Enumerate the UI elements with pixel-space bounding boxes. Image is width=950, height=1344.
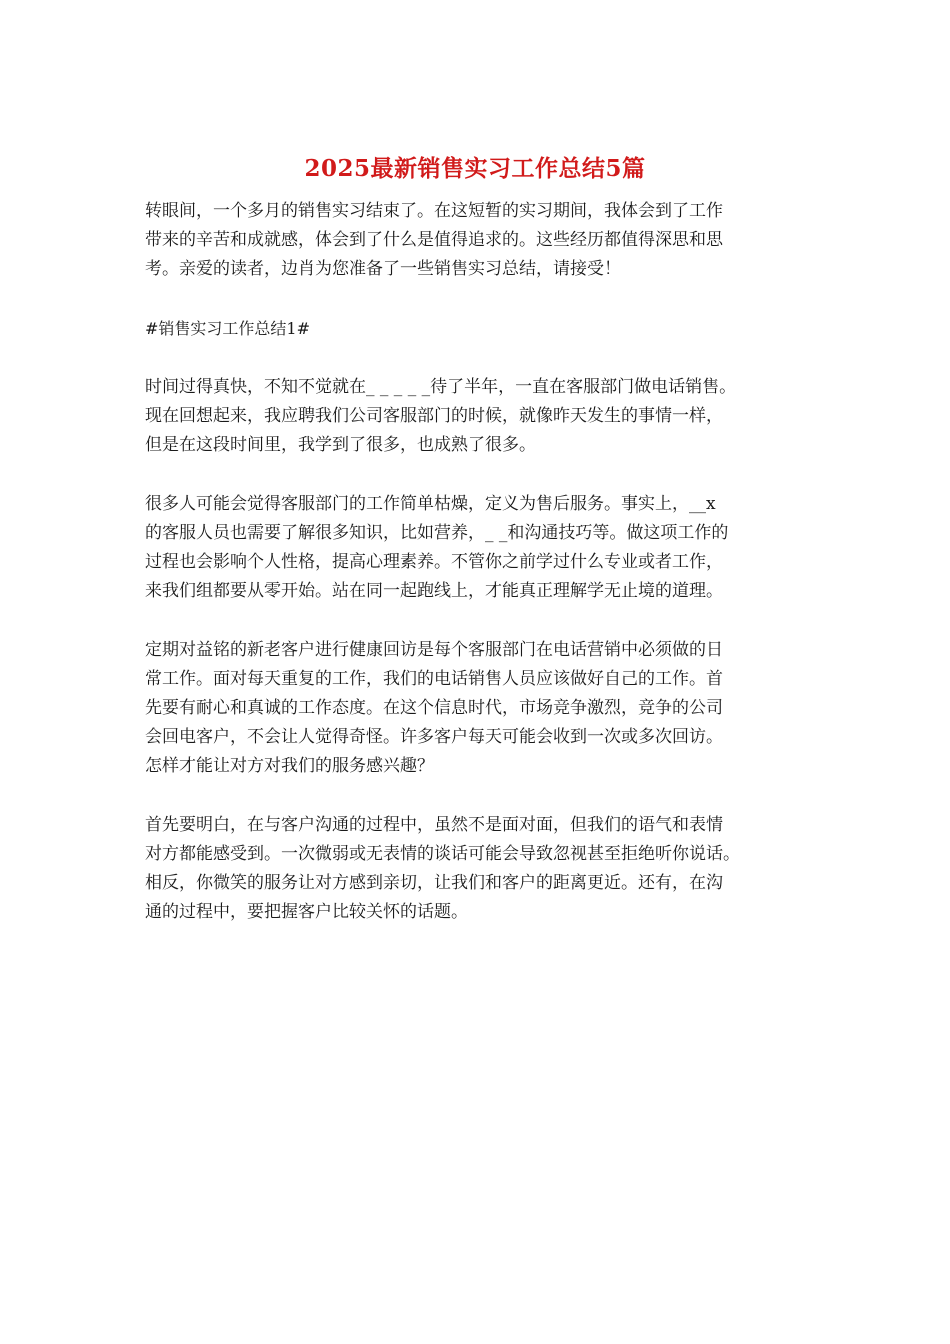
text-line: 对方都能感受到。一次微弱或无表情的谈话可能会导致忽视甚至拒绝听你说话。 xyxy=(145,844,740,864)
text-line: 但是在这段时间里，我学到了很多，也成熟了很多。 xyxy=(145,435,536,455)
text-line: 定期对益铭的新老客户进行健康回访是每个客服部门在电话营销中必须做的日 xyxy=(145,640,723,660)
text-line: 的客服人员也需要了解很多知识，比如营养，_ _和沟通技巧等。做这项工作的 xyxy=(145,523,729,543)
text-line: 现在回想起来，我应聘我们公司客服部门的时候，就像昨天发生的事情一样， xyxy=(145,406,723,426)
intro-paragraph xyxy=(145,197,825,284)
text-line: 先要有耐心和真诚的工作态度。在这个信息时代，市场竞争激烈，竞争的公司 xyxy=(145,698,723,718)
text-line: 转眼间，一个多月的销售实习结束了。在这短暂的实习期间，我体会到了工作 xyxy=(145,201,723,221)
text-line: 怎样才能让对方对我们的服务感兴趣？ xyxy=(145,756,434,776)
text-line: 带来的辛苦和成就感，体会到了什么是值得追求的。这些经历都值得深思和思 xyxy=(145,230,723,250)
text-line: 很多人可能会觉得客服部门的工作简单枯燥，定义为售后服务。事实上，__x xyxy=(145,494,716,514)
text-line: 相反，你微笑的服务让对方感到亲切，让我们和客户的距离更近。还有，在沟 xyxy=(145,873,723,893)
body-paragraph xyxy=(145,373,825,460)
section-heading: #销售实习工作总结1# xyxy=(145,319,310,338)
body-paragraph xyxy=(145,490,825,606)
body-paragraph xyxy=(145,636,825,781)
document-title: 2025最新销售实习工作总结5篇 xyxy=(304,155,646,182)
text-line: 过程也会影响个人性格，提高心理素养。不管你之前学过什么专业或者工作， xyxy=(145,552,723,572)
text-line: 常工作。面对每天重复的工作，我们的电话销售人员应该做好自己的工作。首 xyxy=(145,669,723,689)
body-paragraph xyxy=(145,811,825,927)
text-line: 时间过得真快，不知不觉就在_ _ _ _ _待了半年，一直在客服部门做电话销售。 xyxy=(145,377,737,397)
document-body xyxy=(145,197,825,957)
text-line: 通的过程中，要把握客户比较关怀的话题。 xyxy=(145,902,468,922)
text-line: 来我们组都要从零开始。站在同一起跑线上，才能真正理解学无止境的道理。 xyxy=(145,581,723,601)
text-line: 考。亲爱的读者，边肖为您准备了一些销售实习总结，请接受！ xyxy=(145,259,621,279)
text-line: 会回电客户，不会让人觉得奇怪。许多客户每天可能会收到一次或多次回访。 xyxy=(145,727,723,747)
text-line: 首先要明白，在与客户沟通的过程中，虽然不是面对面，但我们的语气和表情 xyxy=(145,815,723,835)
